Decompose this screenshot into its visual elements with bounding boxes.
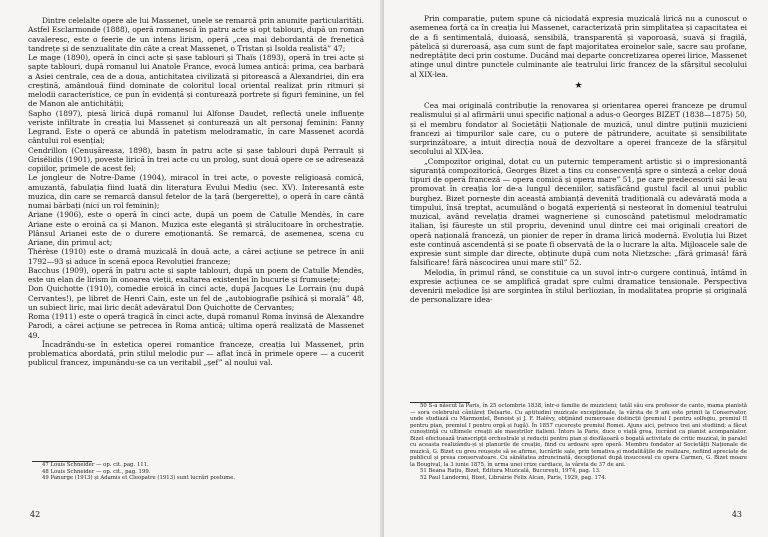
paragraph: Thérèse (1910) este o dramă muzicală în două acte, a cărei acțiune se petrece în anii 1792—93 și aduce în scenă epoca Revoluției franceze; (28, 247, 364, 266)
paragraph: Roma (1911) este o operă tragică în cinci acte, după romanul Roma învinsă de Alexandre Parodi, a cărei acțiune se petrecea în Roma antică; ultima operă realizată de Massenet 49. (28, 312, 364, 340)
footnote: 51 Beana Rațiu, Bizet, Editura Muzicală, București, 1974, pag. 13. (420, 468, 601, 474)
page-number: 43 (731, 510, 742, 519)
paragraph: Le mage (1890), operă în cinci acte și șase tablouri și Thaïs (1893), operă în trei acte și șapte tablouri, după romanul lui Anatole France, evocă lumea antică: prima, cea barbară a Asiei centrale, cea de a doua, antichitatea civilizată și pitorească a Alexandriei, din era creștină, amândouă fiind dominate de coloritul local oriental realizat prin ritmuri și melodii caracteristice, ce pun în evidență și conturează portrete și figuri feminine, un fel de Manon ale antichității; (28, 53, 364, 109)
paragraph: Cendrillon (Cenușăreasa, 1898), basm în patru acte și șase tablouri după Perrault și Grisélidis (1901), poveste lirică în trei acte cu un prolog, sunt două opere ce se adresează copiilor, primele de acest fel; (28, 145, 364, 173)
footnote: 49 Panurge (1913) și Adamis et Cleopatre (1913) sunt lucrări postume. (42, 475, 236, 481)
right-page (384, 0, 768, 537)
paragraph: Ariane (1906), este o operă în cinci acte, după un poem de Catulle Mendès, în care Ariane este o eroină ca și Manon. Muzica este elegantă și strălucitoare în orchestrație. Plânsul Arianei este de o durere emoționantă. Se remarcă, de asemenea, scena cu Ariane, din primul act; (28, 210, 364, 247)
footnote: 47 Louis Schneider — op. cit. pag. 111. (42, 462, 149, 468)
paragraph: Melodia, în primul rând, se constituie ca un suvol intr-o curgere continuă, întâmd în expresie acțiunea ce se amplifică gradat spre culmi dramatice tensionale. Perspectiva devenirii melodice își are sorgintea în stilul berliozian, în modalitatea proprie și originală de personalizare idea- (410, 267, 747, 305)
paragraph: Cea mai originală contribuție la renovarea și orientarea operei franceze pe drumul realismului și al afirmării unui specific național a adus-o Georges BIZET (1838—1875) 50, și el membru fondator al Societății Naționale de muzică, unul dintre puținii muzicieni francezi ai timpurilor sale care, cu o putere de pătrundere, acuitate și sensibilitate surprinzătoare, a intuit direcția nouă de dezvoltare a operei franceze de la sfârșitul secolului al XIX-lea. (410, 101, 747, 157)
paragraph: Le jongleur de Notre-Dame (1904), miracol în trei acte, o poveste religioasă comică, amuzantă, fabulația fiind luată din literatura Evului Mediu (sec. XV). Interesantă este muzica, din care se remarcă dansul fetelor de la țară (bergerette), o operă în care cântă numai bărbați (nici un rol feminin); (28, 173, 364, 210)
left-body-text (28, 16, 364, 368)
paragraph: Prin comparație, putem spune că niciodată expresia muzicală lirică nu a cunoscut o asemenea forță ca în creația lui Massenet, caracterizată prin simplitatea și capacitatea ei de a fi sentimentală, duioasă, sensibilă, transparentă și vaporoasă, suavă și fragilă, pătelică și dureroasă, așa cum sunt de fapt majoritatea eroinelor sale, sacre sau profane, nedreptățite deci prin costume. Ducând mai departe concretizarea operei lirice, Massenet atinge unul dintre punctele culminante ale teatrului liric francez de la sfârșitul secolului al XIX-lea. (410, 14, 747, 79)
paragraph: Don Quichotte (1910), comedie eroică în cinci acte, după Jacques Le Lorrain (nu după Cervantes!), pe libret de Henri Cain, este un fel de „autobiografie psihică și morală” 48, un subiect liric, mai liric decât adevăratul Don Quichotte de Cervantes; (28, 284, 364, 312)
section-star: ★ (574, 80, 583, 91)
footnote: 52 Paul Landormi, Bizet, Librairie Felix Alcan, Paris, 1929, pag. 174. (420, 474, 607, 481)
page-number: 42 (30, 510, 41, 519)
paragraph: Sapho (1897), piesă lirică după romanul lui Alfonse Daudet, reflectă unele influențe veriste infiltrate în creația lui Massenet și conturează un alt personaj feminin: Fanny Legrand. Este o operă ce abundă în patetism melodramatic, în care Massenet acordă cântului rol esențial; (28, 108, 364, 146)
footnote: 50 S-a născut la Paris, în 25 octombrie 1838, într-o familie de muzicieni; tatăl său era profesor de canto, mama pianistă — sora celebrului cântăreț Delsarte. Cu aptitudini muzicale excepționale, la vârsta de 9 ani este primit la Conservator, unde studiază cu Marmontel, Benoist și J. F. Halévy, obținând numeroase distincții (premiul I pentru solfegiu, premiul II pentru pian, premiul I pentru orgă și fugă). În 1857 cucerește premiul Romei. Ajuns aici, petrece trei ani studiind; a făcut cunoștință cu ultimele creații ale maeștrilor italieni. Întors la Paris, duce o viață grea, lucrând ca pianist acompaniator. Bizet efectuează transcripții orchestrale și reducții pentru pian și desfășoară o bogată activitate de critic muzical, în paralel cu aceasta realizându-și și planurile de creație, fiind cu ardoare spre operă. Membru fondator al Societății Naționale de muzică, G. Bizet cu greu reușește să se afirme, lucrările sale, prin temativa și modalitățile de realizare, nefiind apreciate de publicul și presa conservatoare. Cu sănătatea zdruncinată, decepționat după insuccesul cu opera Carmen, G. Bizet moare la Bougival, la 3 iunie 1875, în urma unei crize cardiace, la vârsta de 37 de ani. (410, 403, 747, 468)
paragraph: „Compozitor original, dotat cu un puternic temperament artistic și o impresionantă siguranță compozitorică, Georges Bizet a tins cu consecvență spre o sinteză a celor două tipuri de operă franceză — opera comică și opera mare” 51, pe care predecesorii săi le-au promovat în creația lor de-a lungul deceniilor, satisfăcând gustul facil al unui public burghez. Bizet pornește din această ambianță devenită tradițională cu adevărată moda a timpului, însă treptat, acumulând o bogată experiență și nesteorat în domeniul teatrului muzical, având revelația dramei wagneriene și cunoscând patetismul melodramatic italian, își făurește un stil propriu, devenind unul dintre cei mai originali creatori de operă națională franceză, un pionier de reper în drama lirică modernă. Evoluția lui Bizet este continuă ascendentă și se poate fi observată de la o lucrare la alta. Mijloacele sale de expresie sunt simple dar directe, obținute după cum nota Nietzsche: „fără grimasă! fără falsificare! fără născocirea unui mare stil” 52. (410, 156, 747, 268)
paragraph: Bacchus (1909), operă în patru acte și șapte tablouri, după un poem de Catulle Mendès, este un elan de lirism în onoarea vieții, exaltarea existenței în bucurie și frumusețe; (28, 265, 364, 284)
right-footnotes (410, 402, 747, 481)
paragraph: Încadrându-se în estetica operei romantice franceze, creația lui Massenet, prin problematica abordată, prin stilul melodic pur — aflat încă în primele opere — a cucerit publicul francez, impunându-se ca un veritabil „șef” al noului val. (28, 339, 364, 368)
footnote: 48 Louis Schneider — op. cit., pag. 199. (42, 468, 151, 475)
paragraph: Dintre celelalte opere ale lui Massenet, unele se remarcă prin anumite particularități. Astfel Esclarmonde (1888), operă romanescă în patru acte și opt tablouri, după un roman cavaleresc, este o feerie de un intens lirism, operă „cea mai debordantă de frenetică tandrețe și de senzualitate din câte a creat Massenet, o Tristan și Isolda realistă” 47; (28, 16, 364, 53)
left-footnotes (32, 461, 362, 482)
right-body-text (410, 14, 747, 305)
